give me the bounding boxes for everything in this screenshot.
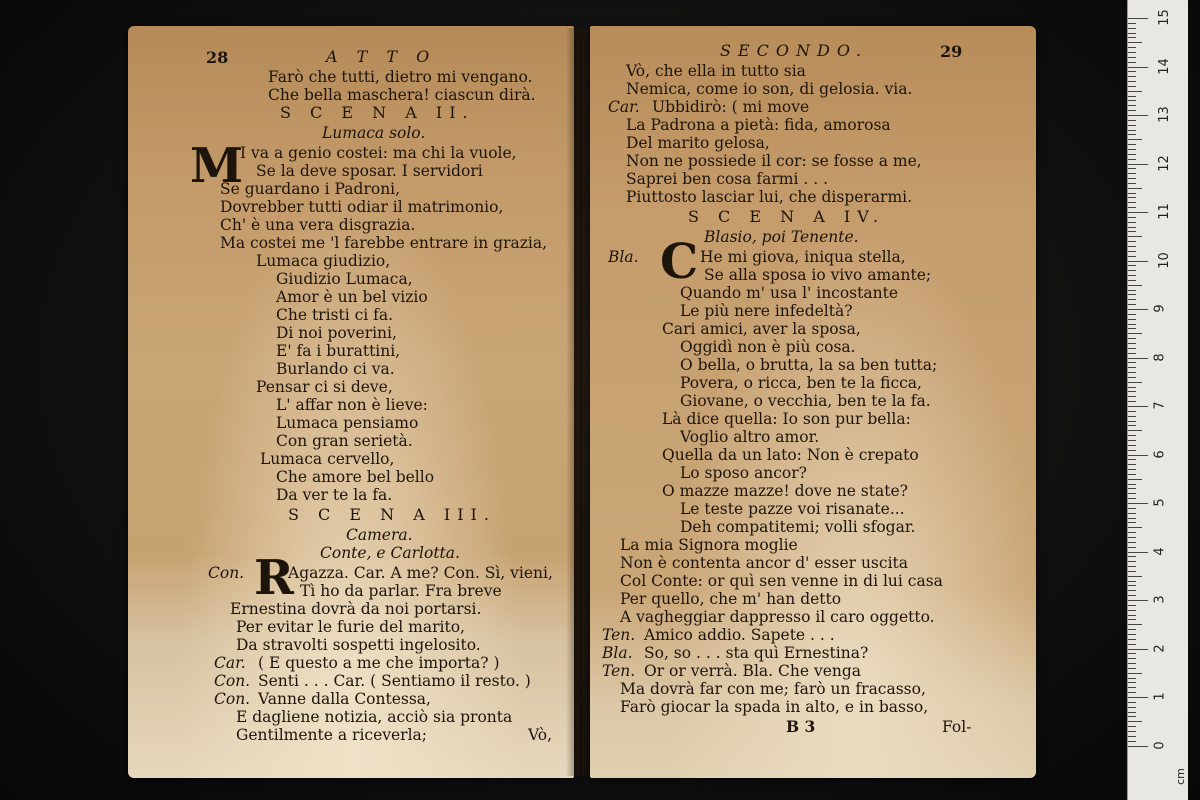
text-line: Ma dovrà far con me; farò un fracasso, <box>620 680 926 698</box>
measuring-ruler <box>1127 0 1188 800</box>
ruler-tick <box>1128 130 1136 131</box>
page-number: 29 <box>940 42 963 61</box>
text-line: Da stravolti sospetti ingelosito. <box>236 636 481 654</box>
text-line: Se alla sposa io vivo amante; <box>704 266 932 284</box>
open-book <box>120 18 1040 784</box>
stage-direction: Camera. <box>346 526 413 544</box>
running-head: SECONDO. <box>720 41 869 60</box>
text-line: Se la deve sposar. I servidori <box>256 162 483 180</box>
ruler-tick <box>1128 702 1136 703</box>
ruler-tick <box>1128 149 1136 150</box>
ruler-tick <box>1128 227 1136 228</box>
ruler-tick <box>1128 566 1136 567</box>
text-line: E dagliene notizia, acciò sia pronta <box>236 708 513 726</box>
ruler-tick <box>1128 396 1136 397</box>
scene-heading: S C E N A IV. <box>688 207 886 226</box>
ruler-tick <box>1128 328 1136 329</box>
ruler-tick <box>1128 144 1136 145</box>
ruler-tick <box>1128 518 1136 519</box>
ruler-tick <box>1128 57 1136 58</box>
ruler-tick <box>1128 319 1136 320</box>
ruler-tick <box>1128 610 1136 611</box>
ruler-tick <box>1128 469 1136 470</box>
ruler-tick <box>1128 493 1136 494</box>
ruler-tick <box>1128 231 1136 232</box>
ruler-tick <box>1128 459 1136 460</box>
ruler-tick <box>1128 600 1148 601</box>
ruler-tick <box>1128 401 1136 402</box>
text-line: Da ver te la fa. <box>276 486 393 504</box>
ruler-tick <box>1128 653 1136 654</box>
text-line: ( E questo a me che importa? ) <box>258 654 500 672</box>
speaker-label: Car. <box>608 98 640 116</box>
text-line: Se guardano i Padroni, <box>220 180 401 198</box>
ruler-tick <box>1128 595 1136 596</box>
ruler-tick <box>1128 343 1136 344</box>
text-line: Gentilmente a riceverla; <box>236 726 428 744</box>
speaker-label: Car. <box>214 654 246 672</box>
ruler-tick <box>1128 697 1148 698</box>
text-line: O bella, o brutta, la sa ben tutta; <box>680 356 938 374</box>
ruler-number: 6 <box>1152 449 1168 459</box>
ruler-tick <box>1128 251 1136 252</box>
ruler-tick <box>1128 23 1136 24</box>
left-page <box>128 26 574 778</box>
ruler-tick <box>1128 585 1136 586</box>
ruler-tick <box>1128 76 1136 77</box>
text-line: So, so . . . sta quì Ernestina? <box>644 644 869 662</box>
ruler-tick <box>1128 619 1136 620</box>
ruler-tick <box>1128 81 1136 82</box>
text-line: Deh compatitemi; volli sfogar. <box>680 518 916 536</box>
ruler-tick <box>1128 105 1136 106</box>
text-line: Non è contenta ancor d' esser uscita <box>620 554 908 572</box>
ruler-tick <box>1128 498 1136 499</box>
text-line: Giudizio Lumaca, <box>276 270 413 288</box>
ruler-tick <box>1128 522 1136 523</box>
text-line: Farò che tutti, dietro mi vengano. <box>268 68 533 86</box>
ruler-tick <box>1128 576 1142 577</box>
ruler-tick <box>1128 202 1136 203</box>
ruler-tick <box>1128 159 1136 160</box>
ruler-number: 9 <box>1152 304 1168 313</box>
text-line: La Padrona a pietà: fida, amorosa <box>626 116 891 134</box>
ruler-tick <box>1128 673 1142 674</box>
ruler-tick <box>1128 207 1136 208</box>
text-line: Lo sposo ancor? <box>680 464 807 482</box>
ruler-tick <box>1128 474 1136 475</box>
ruler-tick <box>1128 736 1136 737</box>
ruler-tick <box>1128 71 1136 72</box>
catchword: Vò, <box>528 726 553 744</box>
ruler-tick <box>1128 615 1136 616</box>
text-line: Voglio altro amor. <box>680 428 820 446</box>
text-line: Per quello, che m' han detto <box>620 590 842 608</box>
ruler-tick <box>1128 309 1148 310</box>
ruler-tick <box>1128 556 1136 557</box>
ruler-tick <box>1128 241 1136 242</box>
ruler-tick <box>1128 464 1136 465</box>
text-line: Quando m' usa l' incostante <box>680 284 898 302</box>
ruler-tick <box>1128 484 1136 485</box>
text-line: Agazza. Car. A me? Con. Sì, vieni, <box>288 564 553 582</box>
ruler-tick <box>1128 120 1136 121</box>
text-line: Lumaca giudizio, <box>256 252 391 270</box>
ruler-tick <box>1128 731 1136 732</box>
text-line: Che amore bel bello <box>276 468 435 486</box>
text-line: Amor è un bel vizio <box>276 288 428 306</box>
ruler-tick <box>1128 513 1136 514</box>
ruler-tick <box>1128 416 1136 417</box>
ruler-tick <box>1128 372 1136 373</box>
text-line: Amico addio. Sapete . . . <box>644 626 835 644</box>
text-line: Senti . . . Car. ( Sentiamo il resto. ) <box>258 672 531 690</box>
ruler-number: 11 <box>1156 203 1172 220</box>
text-line: Vò, che ella in tutto sia <box>626 62 806 80</box>
scene-heading: S C E N A III. <box>288 505 496 524</box>
speaker-label: Ten. <box>602 662 636 680</box>
ruler-tick <box>1128 571 1136 572</box>
text-line: Non ne possiede il cor: se fosse a me, <box>626 152 922 170</box>
ruler-tick <box>1128 324 1136 325</box>
ruler-tick <box>1128 649 1148 650</box>
ruler-tick <box>1128 125 1136 126</box>
ruler-number: 8 <box>1152 352 1168 362</box>
ruler-tick <box>1128 178 1136 179</box>
ruler-tick <box>1128 183 1136 184</box>
ruler-tick <box>1128 37 1136 38</box>
text-line: He mi giova, iniqua stella, <box>700 248 906 266</box>
text-line: Pensar ci si deve, <box>256 378 393 396</box>
text-line: A vagheggiar dappresso il caro oggetto. <box>620 608 935 626</box>
ruler-tick <box>1128 236 1142 237</box>
ruler-tick <box>1128 164 1148 165</box>
text-line: Giovane, o vecchia, ben te la fa. <box>680 392 931 410</box>
text-line: Là dice quella: Io son pur bella: <box>662 410 911 428</box>
ruler-tick <box>1128 668 1136 669</box>
text-line: Farò giocar la spada in alto, e in basso, <box>620 698 929 716</box>
ruler-number: 12 <box>1156 154 1172 172</box>
ruler-tick <box>1128 261 1148 262</box>
ruler-tick <box>1128 367 1136 368</box>
speaker-label: Ten. <box>602 626 636 644</box>
text-line: Del marito gelosa, <box>626 134 770 152</box>
signature-mark: B 3 <box>786 717 816 736</box>
ruler-tick <box>1128 721 1142 722</box>
ruler-tick <box>1128 348 1136 349</box>
ruler-tick <box>1128 687 1136 688</box>
ruler-tick <box>1128 726 1136 727</box>
ruler-number: 2 <box>1152 643 1168 653</box>
ruler-tick <box>1128 91 1142 92</box>
ruler-tick <box>1128 134 1136 135</box>
stage-direction: Lumaca solo. <box>322 124 426 142</box>
drop-cap: M <box>190 138 244 194</box>
ruler-tick <box>1128 445 1136 446</box>
ruler-tick <box>1128 406 1148 407</box>
ruler-tick <box>1128 629 1136 630</box>
ruler-tick <box>1128 503 1148 504</box>
text-line: Ch' è una vera disgrazia. <box>220 216 416 234</box>
ruler-tick <box>1128 391 1136 392</box>
ruler-tick <box>1128 590 1136 591</box>
ruler-tick <box>1128 285 1142 286</box>
ruler-tick <box>1128 115 1148 116</box>
text-line: Vanne dalla Contessa, <box>258 690 431 708</box>
ruler-tick <box>1128 712 1136 713</box>
text-line: O mazze mazze! dove ne state? <box>662 482 908 500</box>
ruler-tick <box>1128 387 1136 388</box>
ruler-tick <box>1128 488 1136 489</box>
ruler-tick <box>1128 746 1148 747</box>
ruler-tick <box>1128 634 1136 635</box>
ruler-tick <box>1128 290 1136 291</box>
ruler-tick <box>1128 741 1136 742</box>
text-line: Burlando ci va. <box>276 360 395 378</box>
ruler-tick <box>1128 382 1142 383</box>
ruler-tick <box>1128 450 1136 451</box>
text-line: Tì ho da parlar. Fra breve <box>300 582 502 600</box>
catchword: Fol- <box>942 718 972 736</box>
ruler-tick <box>1128 353 1136 354</box>
ruler-tick <box>1128 299 1136 300</box>
ruler-tick <box>1128 537 1136 538</box>
ruler-number: 4 <box>1152 546 1168 556</box>
ruler-tick <box>1128 139 1142 140</box>
ruler-tick <box>1128 411 1136 412</box>
text-line: Dovrebber tutti odiar il matrimonio, <box>220 198 504 216</box>
text-line: Con gran serietà. <box>276 432 413 450</box>
ruler-tick <box>1128 47 1136 48</box>
text-line: Povera, o ricca, ben te la ficca, <box>680 374 922 392</box>
ruler-tick <box>1128 110 1136 111</box>
speaker-label: Bla. <box>608 248 639 266</box>
text-line: Che tristi ci fa. <box>276 306 394 324</box>
ruler-tick <box>1128 52 1136 53</box>
ruler-tick <box>1128 154 1136 155</box>
ruler-tick <box>1128 18 1148 19</box>
drop-cap: C <box>660 234 699 290</box>
ruler-tick <box>1128 430 1142 431</box>
ruler-tick <box>1128 212 1148 213</box>
ruler-tick <box>1128 581 1136 582</box>
ruler-tick <box>1128 86 1136 87</box>
text-line: Di noi poverini, <box>276 324 397 342</box>
ruler-tick <box>1128 362 1136 363</box>
scene-heading: S C E N A II. <box>280 103 475 122</box>
ruler-tick <box>1128 265 1136 266</box>
ruler-tick <box>1128 280 1136 281</box>
text-line: Le teste pazze voi risanate... <box>680 500 905 518</box>
text-line: Cari amici, aver la sposa, <box>662 320 861 338</box>
ruler-tick <box>1128 624 1142 625</box>
speaker-label: Con. <box>208 564 245 582</box>
text-line: L' affar non è lieve: <box>276 396 428 414</box>
ruler-number: 10 <box>1156 251 1172 269</box>
ruler-tick <box>1128 188 1142 189</box>
ruler-tick <box>1128 425 1136 426</box>
ruler-tick <box>1128 294 1136 295</box>
ruler-number: 14 <box>1156 57 1172 75</box>
ruler-tick <box>1128 67 1148 68</box>
ruler-tick <box>1128 28 1136 29</box>
text-line: Piuttosto lasciar lui, che disperarmi. <box>626 188 913 206</box>
text-line: Ubbidirò: ( mi move <box>652 98 810 116</box>
text-line: Lumaca cervello, <box>260 450 395 468</box>
text-line: Oggidì non è più cosa. <box>680 338 856 356</box>
speaker-label: Con. <box>214 690 251 708</box>
ruler-tick <box>1128 605 1136 606</box>
ruler-tick <box>1128 222 1136 223</box>
ruler-tick <box>1128 639 1136 640</box>
ruler-tick <box>1128 377 1136 378</box>
ruler-tick <box>1128 716 1136 717</box>
ruler-tick <box>1128 663 1136 664</box>
ruler-tick <box>1128 42 1142 43</box>
ruler-tick <box>1128 532 1136 533</box>
ruler-tick <box>1128 561 1136 562</box>
ruler-tick <box>1128 547 1136 548</box>
ruler-tick <box>1128 678 1136 679</box>
ruler-tick <box>1128 100 1136 101</box>
text-line: Le più nere infedeltà? <box>680 302 853 320</box>
right-page <box>590 26 1036 778</box>
ruler-tick <box>1128 197 1136 198</box>
ruler-tick <box>1128 508 1136 509</box>
ruler-number: 15 <box>1156 9 1172 26</box>
ruler-tick <box>1128 421 1136 422</box>
ruler-tick <box>1128 304 1136 305</box>
ruler-tick <box>1128 33 1136 34</box>
text-line: Per evitar le furie del marito, <box>236 618 465 636</box>
ruler-tick <box>1128 682 1136 683</box>
running-head: A T T O <box>326 47 437 66</box>
ruler-tick <box>1128 217 1136 218</box>
text-line: Saprei ben cosa farmi . . . <box>626 170 828 188</box>
ruler-tick <box>1128 692 1136 693</box>
ruler-tick <box>1128 455 1148 456</box>
ruler-tick <box>1128 527 1142 528</box>
ruler-tick <box>1128 552 1148 553</box>
ruler-number: 3 <box>1152 595 1168 604</box>
ruler-tick <box>1128 275 1136 276</box>
ruler-tick <box>1128 62 1136 63</box>
text-line: Che bella maschera! ciascun dirà. <box>268 86 536 104</box>
ruler-number: 7 <box>1152 401 1168 410</box>
text-line: Lumaca pensiamo <box>276 414 419 432</box>
ruler-tick <box>1128 96 1136 97</box>
ruler-number: 0 <box>1152 740 1168 750</box>
ruler-tick <box>1128 168 1136 169</box>
ruler-tick <box>1128 358 1148 359</box>
text-line: Ma costei me 'l farebbe entrare in grazia, <box>220 234 548 252</box>
ruler-tick <box>1128 658 1136 659</box>
stage-direction: Blasio, poi Tenente. <box>704 228 859 246</box>
ruler-tick <box>1128 333 1142 334</box>
ruler-tick <box>1128 256 1136 257</box>
ruler-unit-label: cm <box>1173 768 1187 785</box>
ruler-tick <box>1128 193 1136 194</box>
ruler-tick <box>1128 270 1136 271</box>
speaker-label: Con. <box>214 672 251 690</box>
drop-cap: R <box>254 550 294 606</box>
ruler-tick <box>1128 314 1136 315</box>
ruler-tick <box>1128 338 1136 339</box>
ruler-tick <box>1128 246 1136 247</box>
ruler-tick <box>1128 173 1136 174</box>
ruler-number: 13 <box>1156 106 1172 123</box>
ruler-tick <box>1128 644 1136 645</box>
ruler-tick <box>1128 707 1136 708</box>
text-line: Nemica, come io son, di gelosia. via. <box>626 80 913 98</box>
text-line: E' fa i burattini, <box>276 342 401 360</box>
ruler-number: 1 <box>1152 692 1168 701</box>
speaker-label: Bla. <box>602 644 633 662</box>
ruler-tick <box>1128 440 1136 441</box>
ruler-tick <box>1128 479 1142 480</box>
text-line: Quella da un lato: Non è crepato <box>662 446 919 464</box>
ruler-tick <box>1128 542 1136 543</box>
ruler-number: 5 <box>1152 498 1168 507</box>
text-line: Or or verrà. Bla. Che venga <box>644 662 862 680</box>
text-line: La mia Signora moglie <box>620 536 798 554</box>
ruler-tick <box>1128 435 1136 436</box>
page-number: 28 <box>206 48 229 67</box>
text-line: Col Conte: or quì sen venne in di lui casa <box>620 572 943 590</box>
text-line: Ernestina dovrà da noi portarsi. <box>230 600 482 618</box>
text-line: I va a genio costei: ma chi la vuole, <box>240 144 517 162</box>
stage-direction: Conte, e Carlotta. <box>320 544 460 562</box>
